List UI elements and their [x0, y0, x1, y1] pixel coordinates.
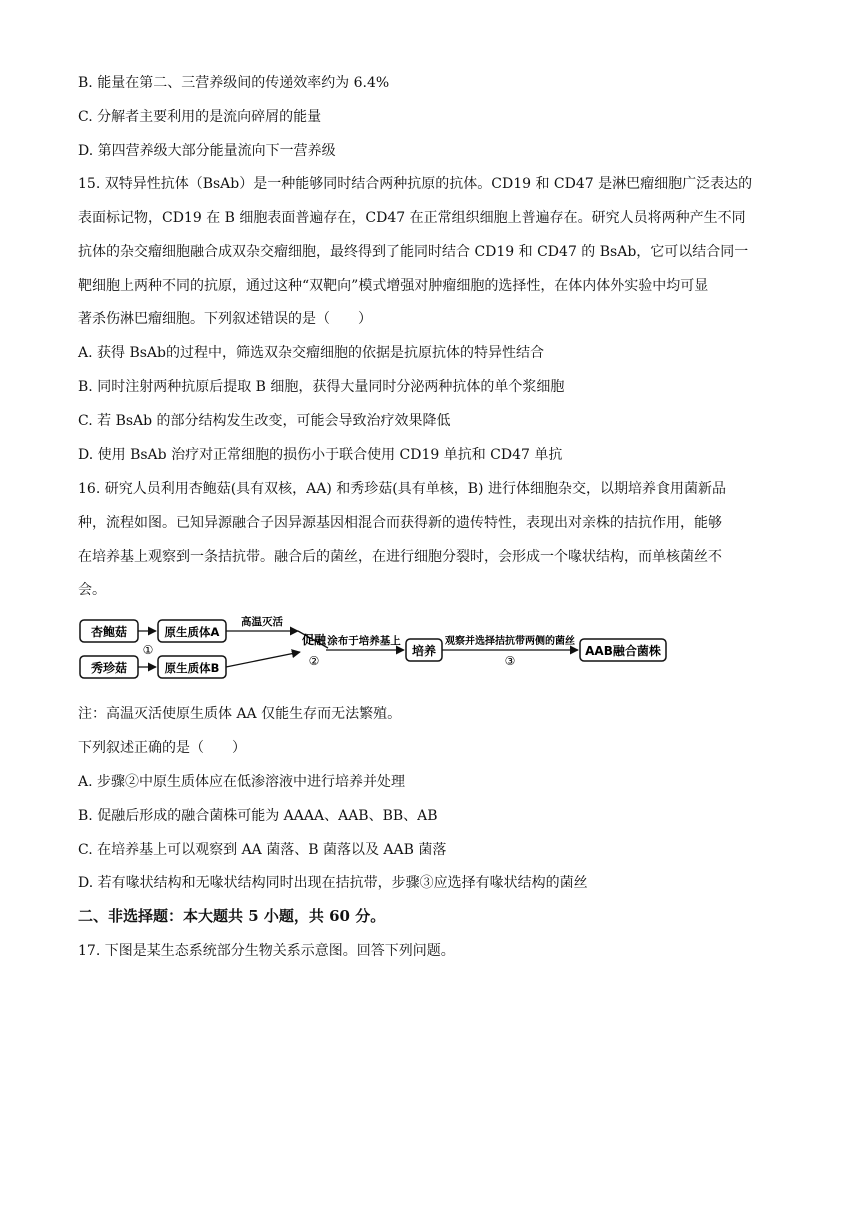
box-aab-label: AAB融合菌株: [585, 644, 661, 658]
label-fusion: 促融: [301, 633, 327, 647]
q16-stem-line-4: 会。: [78, 582, 106, 598]
q15-option-b: B. 同时注射两种抗原后提取 B 细胞，获得大量同时分泌两种抗体的单个浆细胞: [78, 379, 565, 395]
box-protoplast-b-label: 原生质体B: [164, 661, 220, 675]
label-observe: 观察并选择拮抗带两侧的菌丝: [445, 636, 575, 647]
q16-flow-diagram: [78, 612, 678, 682]
label-spread: 涂布于培养基上: [327, 635, 401, 647]
section-2-heading: 二、非选择题：本大题共 5 小题，共 60 分。: [78, 907, 386, 925]
q16-stem-line-1: 16. 研究人员利用杏鲍菇(具有双核，AA) 和秀珍菇(具有单核，B) 进行体细胞杂交，以期培养食用菌新品: [78, 481, 726, 497]
arrow-converge-b: [226, 652, 300, 667]
q15-option-a: A. 获得 BsAb的过程中，筛选双杂交瘤细胞的依据是抗原抗体的特异性结合: [78, 345, 545, 361]
q16-option-d: D. 若有喙状结构和无喙状结构同时出现在拮抗带，步骤③应选择有喙状结构的菌丝: [78, 875, 588, 891]
q16-option-b: B. 促融后形成的融合菌株可能为 AAAA、AAB、BB、AB: [78, 808, 438, 824]
q16-note: 注：高温灭活使原生质体 AA 仅能生存而无法繁殖。: [78, 706, 402, 722]
box-xiuzhengu-label: 秀珍菇: [90, 661, 128, 675]
step-2-label: ②: [308, 654, 320, 668]
box-culture-label: 培养: [411, 644, 437, 658]
q15-stem-line-2: 表面标记物，CD19 在 B 细胞表面普遍存在，CD47 在正常组织细胞上普遍存在。研究人员将两种产生不同: [78, 210, 746, 226]
box-protoplast-a-label: 原生质体A: [164, 625, 220, 639]
step-1-label: ①: [142, 643, 154, 657]
q17-stem: 17. 下图是某生态系统部分生物关系示意图。回答下列问题。: [78, 943, 455, 959]
step-3-label: ③: [504, 654, 516, 668]
q16-prompt: 下列叙述正确的是（ ）: [78, 740, 246, 756]
q15-stem-line-1: 15. 双特异性抗体（BsAb）是一种能够同时结合两种抗原的抗体。CD19 和 CD47 是淋巴瘤细胞广泛表达的: [78, 176, 753, 192]
q15-option-d: D. 使用 BsAb 治疗对正常细胞的损伤小于联合使用 CD19 单抗和 CD47 单抗: [78, 447, 563, 463]
q16-option-c: C. 在培养基上可以观察到 AA 菌落、B 菌落以及 AAB 菌落: [78, 842, 447, 858]
q16-stem-line-3: 在培养基上观察到一条拮抗带。融合后的菌丝，在进行细胞分裂时，会形成一个喙状结构，而单核菌丝不: [78, 549, 722, 565]
q14-option-b: B. 能量在第二、三营养级间的传递效率约为 6.4%: [78, 75, 390, 91]
q14-option-c: C. 分解者主要利用的是流向碎屑的能量: [78, 109, 322, 125]
q16-stem-line-2: 种，流程如图。已知异源融合子因异源基因相混合而获得新的遗传特性，表现出对亲株的拮抗作用，能够: [78, 515, 722, 531]
box-xingbaogu-label: 杏鲍菇: [90, 625, 128, 639]
q15-stem-line-3: 抗体的杂交瘤细胞融合成双杂交瘤细胞，最终得到了能同时结合 CD19 和 CD47 的 BsAb，它可以结合同一: [78, 244, 749, 260]
q16-option-a: A. 步骤②中原生质体应在低渗溶液中进行培养并处理: [78, 774, 406, 790]
q15-stem-line-4: 靶细胞上两种不同的抗原，通过这种“双靶向”模式增强对肿瘤细胞的选择性，在体内体外实验中均可显: [78, 278, 709, 294]
label-high-temp: 高温灭活: [241, 616, 283, 628]
q15-option-c: C. 若 BsAb 的部分结构发生改变，可能会导致治疗效果降低: [78, 413, 451, 429]
q14-option-d: D. 第四营养级大部分能量流向下一营养级: [78, 143, 336, 159]
q15-stem-line-5: 著杀伤淋巴瘤细胞。下列叙述错误的是（ ）: [78, 311, 372, 327]
